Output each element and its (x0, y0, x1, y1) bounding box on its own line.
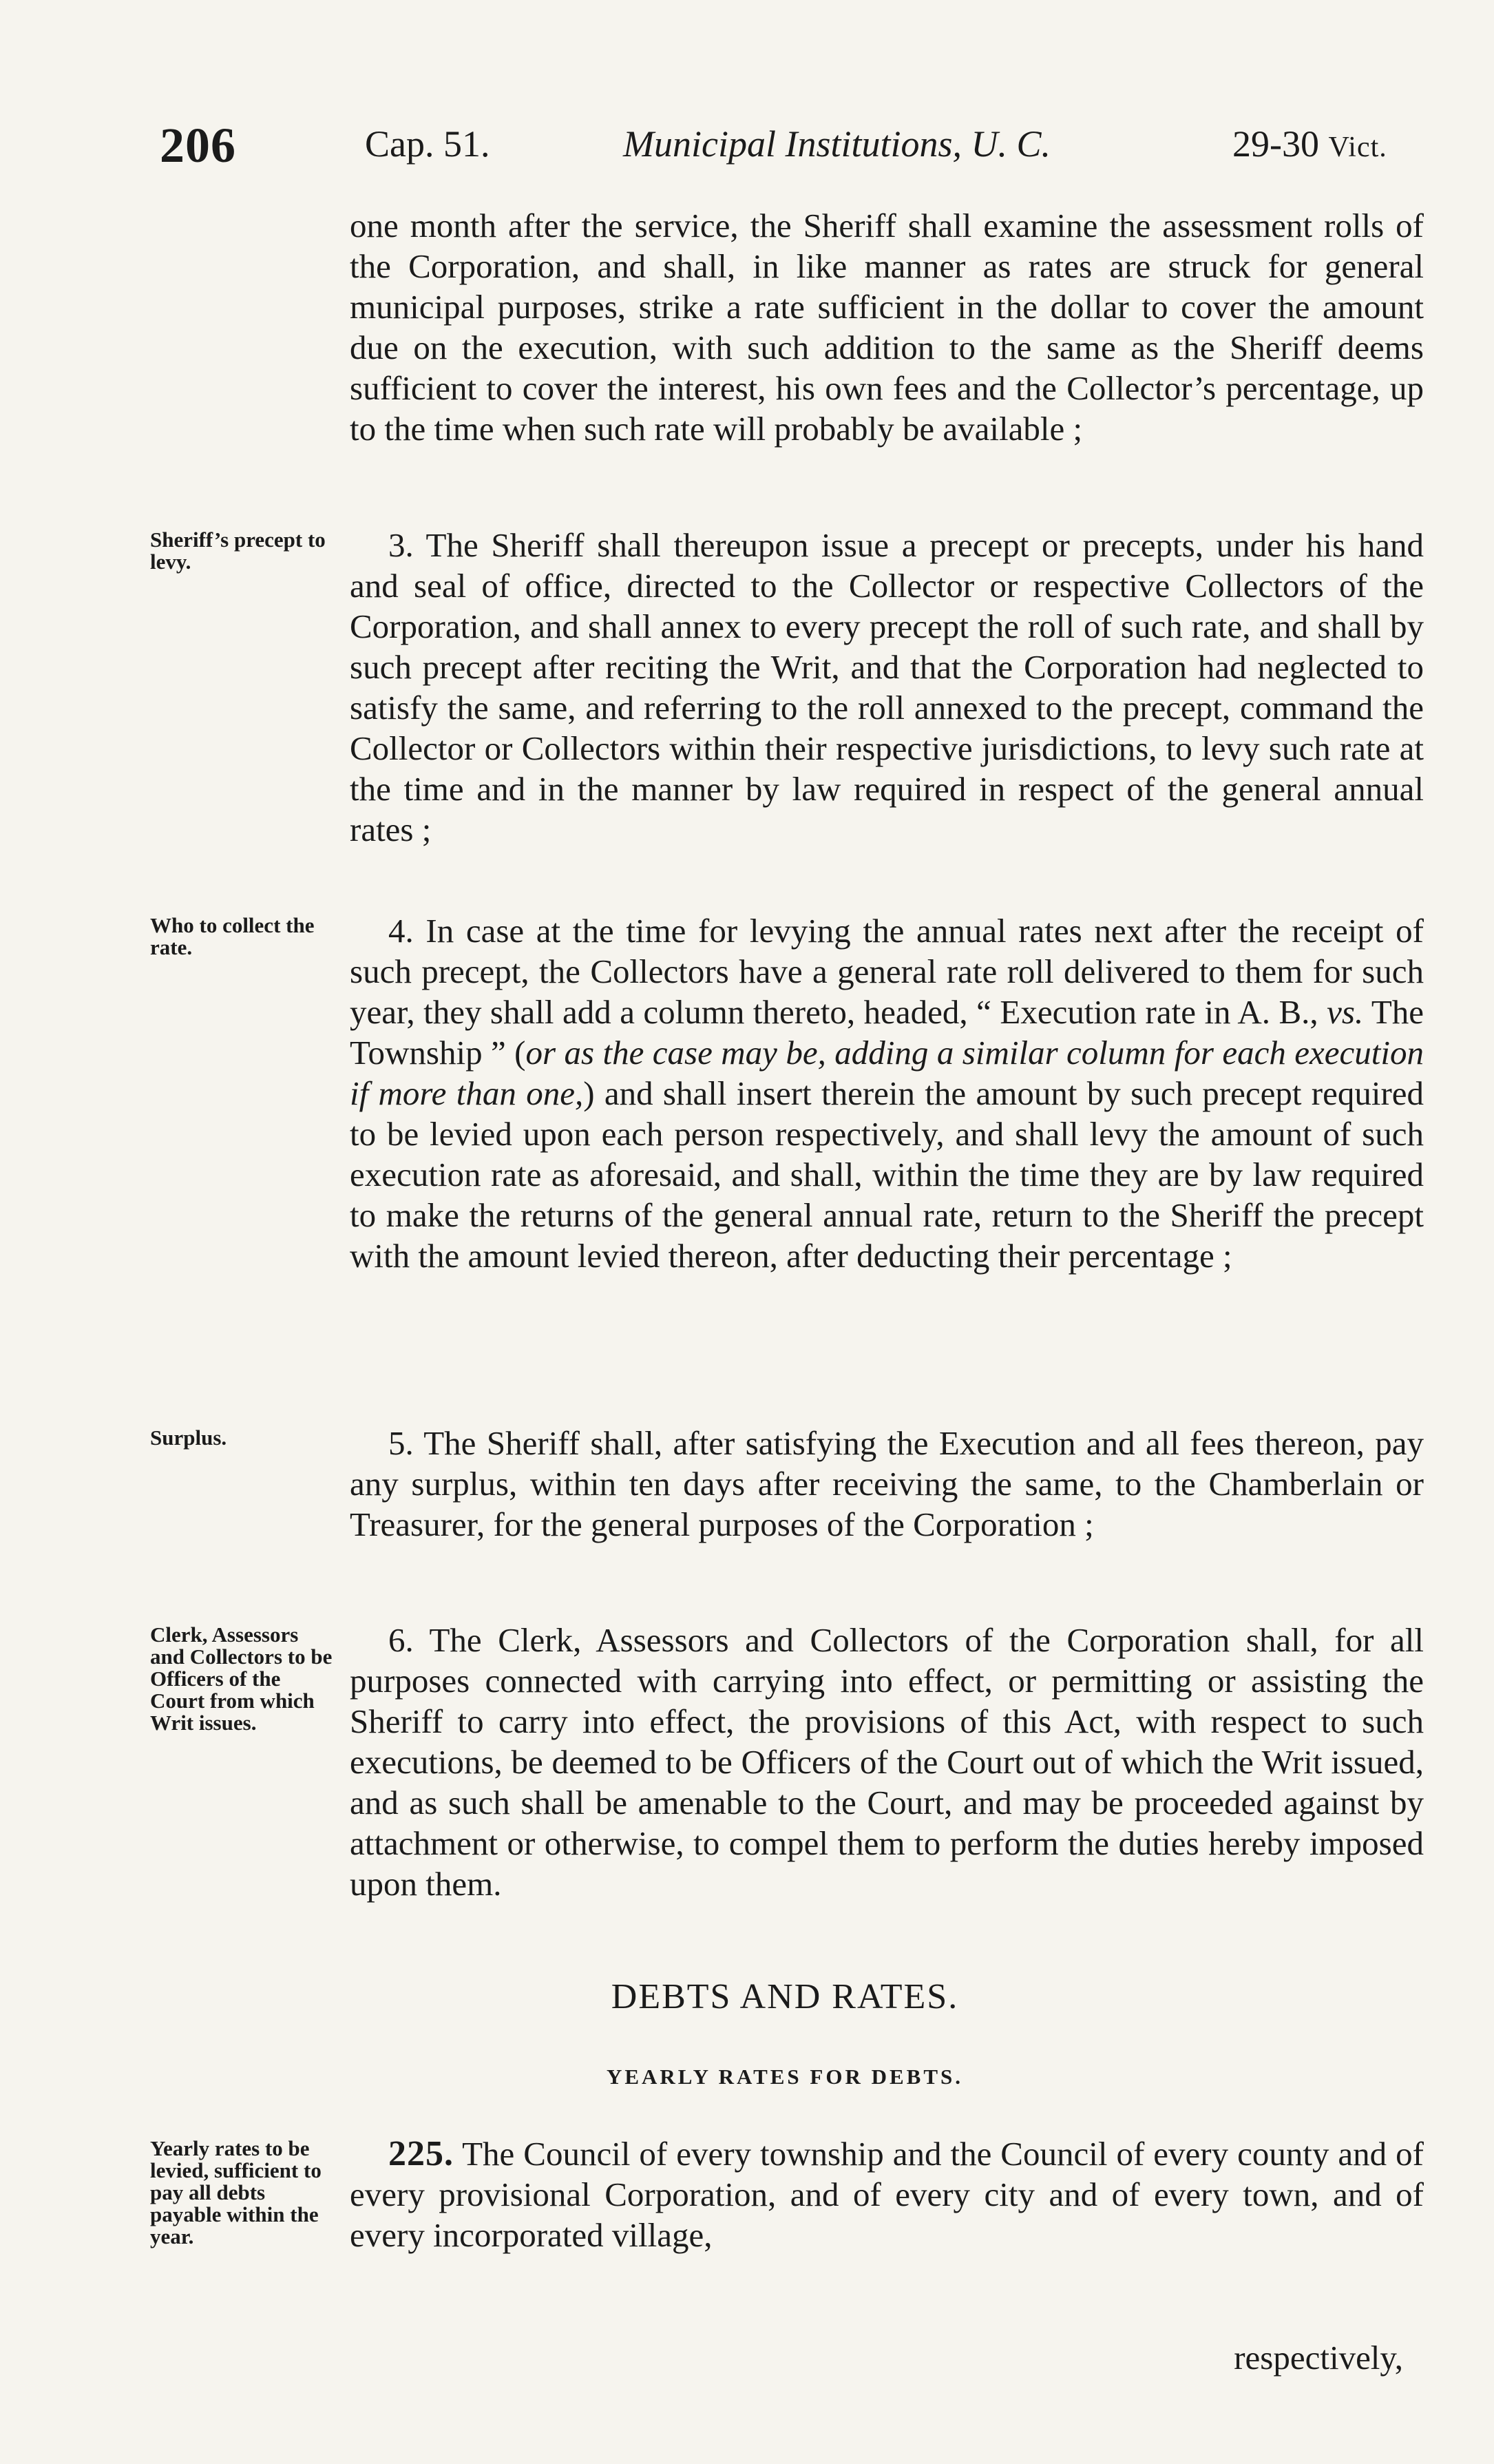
p4-part-c: ) and shall insert therein the amount by such precept required to be levied upon each person respectively, and shall levy the amount of such execution rate as aforesaid, and shall, within the time they are by law required to make the returns of the general annual rate, return to the Sheriff the precept with the amount levied thereon, after deducting their percentage ; (350, 1074, 1424, 1275)
paragraph-6: 6. The Clerk, Assessors and Collectors of the Corporation shall, for all purposes connected with carrying into effect, or permitting or assisting the Sheriff to carry into effect, the provisions of this Act, with respect to such executions, be deemed to be Officers of the Court out of which the Writ issued, and as such shall be amenable to the Court, and may be proceeded against by attachment or otherwise, to compel them to perform the duties hereby imposed upon them. (350, 1621, 1424, 1903)
regnal-abbrev: Vict. (1328, 132, 1387, 163)
margin-note-surplus: Surplus. (150, 1426, 227, 1450)
paragraph-continuation: one month after the service, the Sheriff shall examine the assessment rolls of the Corporation, and shall, in like manner as rates are struck for general municipal purposes, strike a rate sufficient in the dollar to cover the amount due on the execution, with such addition to the same as the Sheriff deems sufficient to cover the interest, his own fees and the Collector’s percentage, up to the time when such rate will probably be available ; (350, 207, 1424, 448)
section-heading: DEBTS AND RATES. (611, 1977, 959, 2016)
margin-note-who-to-collect: Who to collect the rate. (150, 913, 315, 959)
running-title: Municipal Institutions, U. C. (623, 123, 1051, 165)
paragraph-4 (350, 910, 1424, 1276)
margin-note-yearly-rates: Yearly rates to be levied, sufficient to pay all debts payable within the year. (150, 2136, 322, 2248)
margin-note-officers-of-court: Clerk, Assessors and Collectors to be Officers of the Court from which Writ issues. (150, 1622, 333, 1735)
paragraph-225 (350, 2133, 1424, 2255)
paragraph-5: 5. The Sheriff shall, after satisfying the Execution and all fees thereon, pay any surplus, within ten days after receiving the same, to the Chamberlain or Treasurer, for the general purposes of the Corporation ; (350, 1424, 1424, 1543)
p4-part-a: 4. In case at the time for levying the annual rates next after the receipt of such precept, the Collectors have a general rate roll delivered to them for such year, they shall add a column thereto, headed, “ Execution rate in A. B., (350, 912, 1424, 1031)
p225-text: The Council of every township and the Council of every county and of every provisional Corporation, and of every city and of every town, and of every incorporated village, (350, 2135, 1424, 2254)
p4-part-b: The Township ” ( (350, 993, 1424, 1072)
running-header (0, 117, 1494, 179)
p4-italic-clause: or as the case may be, adding a similar column for each execution if more than one, (350, 1034, 1424, 1112)
regnal-year-number: 29-30 (1232, 123, 1319, 165)
page-number: 206 (160, 118, 236, 173)
paragraph-3: 3. The Sheriff shall thereupon issue a precept or precepts, under his hand and seal of office, directed to the Collector or respective Collectors of the Corporation, and shall annex to every precept the roll of such rate, and shall by such precept after reciting the Writ, and that the Corporation had neglected to satisfy the same, and referring to the roll annexed to the precept, command the Collector or Collectors within their respective jurisdictions, to levy such rate at the time and in the manner by law required in respect of the general annual rates ; (350, 526, 1424, 848)
regnal-year (1232, 123, 1387, 165)
subsection-heading: YEARLY RATES FOR DEBTS. (606, 2065, 964, 2089)
p4-versus: vs. (1327, 993, 1364, 1031)
margin-note-sheriffs-precept: Sheriff’s precept to levy. (150, 528, 326, 574)
chapter-label: Cap. 51. (365, 123, 490, 165)
catchword: respectively, (1234, 2339, 1403, 2377)
section-number: 225. (388, 2134, 454, 2173)
